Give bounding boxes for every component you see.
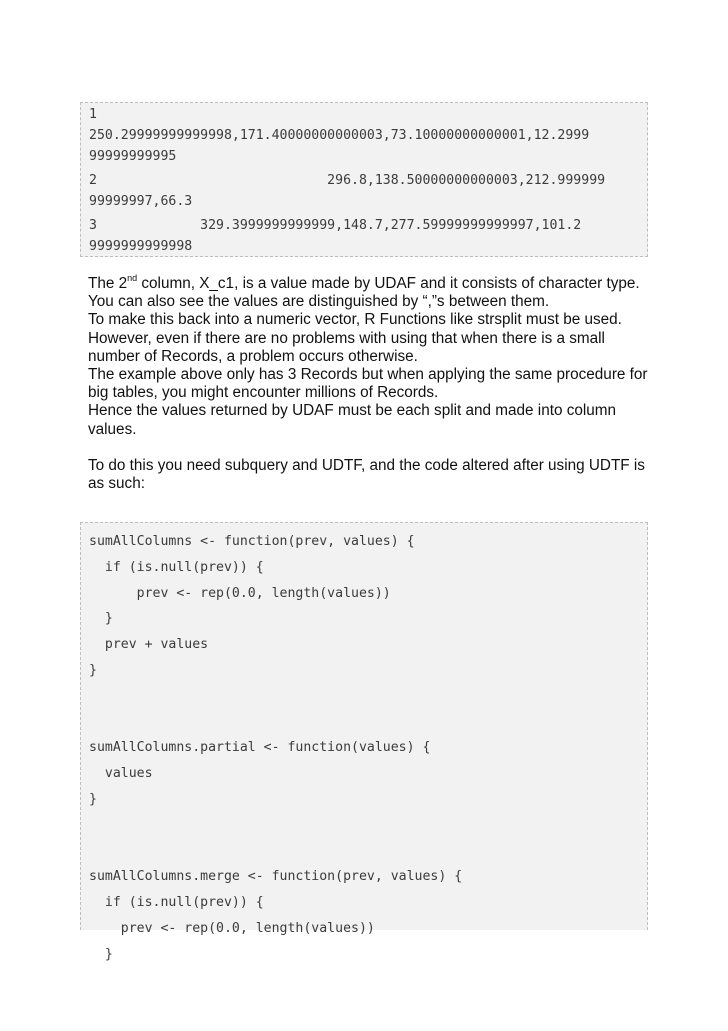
code-line: prev <- rep(0.0, length(values)) (89, 920, 375, 936)
output-line: 99999999995 (89, 149, 177, 164)
r-code-block (80, 522, 648, 962)
code-line: prev <- rep(0.0, length(values)) (89, 585, 391, 601)
code-line: } (89, 791, 97, 807)
paragraph-text: column, X_c1, is a value made by UDAF and it consists of character type. (137, 275, 640, 292)
paragraph-udtf-intro: To do this you need subquery and UDTF, and the code altered after using UDTF is as such: (88, 457, 645, 493)
code-line: } (89, 946, 113, 962)
code-line (89, 813, 641, 839)
code-line: sumAllColumns <- function(prev, values) { (89, 534, 415, 549)
body-text (88, 272, 648, 493)
paragraph-strsplit-note: To make this back into a numeric vector, R Functions like strsplit must be used. However, even if there are no problems with using that when there is a small number of Records, a problem occurs otherwise. (88, 311, 622, 365)
output-line: 250.29999999999998,171.40000000000003,73.10000000000001,12.2999 (89, 128, 590, 143)
output-code-block (80, 102, 648, 257)
paragraph-text: The 2 (88, 275, 128, 292)
code-line: if (is.null(prev)) { (89, 895, 264, 911)
output-line: 99999997,66.3 (89, 194, 193, 209)
code-line: sumAllColumns.merge <- function(prev, values) { (89, 869, 463, 885)
code-line: if (is.null(prev)) { (89, 559, 264, 575)
code-line: values (89, 766, 153, 782)
code-line: sumAllColumns.partial <- function(values) { (89, 740, 431, 756)
output-line: 2 296.8,138.50000000000003,212.999999 (89, 173, 606, 188)
output-line: 3 329.3999999999999,148.7,277.59999999999997,101.2 (89, 218, 582, 233)
code-line: prev + values (89, 637, 209, 653)
ordinal-superscript: nd (127, 272, 138, 283)
output-line: 9999999999998 (89, 239, 193, 254)
paragraph-split-note: Hence the values returned by UDAF must be each split and made into column values. (88, 402, 617, 438)
code-line: } (89, 662, 97, 678)
code-line: } (89, 611, 113, 627)
code-line (89, 839, 641, 865)
paragraph-column-description (88, 272, 648, 293)
output-line: 1 (89, 107, 97, 122)
paragraph-records-note: The example above only has 3 Records but when applying the same procedure for big tables, you might encounter millions of Records. (88, 366, 648, 402)
code-line (89, 710, 641, 736)
paragraph-separator-note: You can also see the values are distinguished by “,”s between them. (88, 293, 550, 311)
code-line (89, 684, 641, 710)
